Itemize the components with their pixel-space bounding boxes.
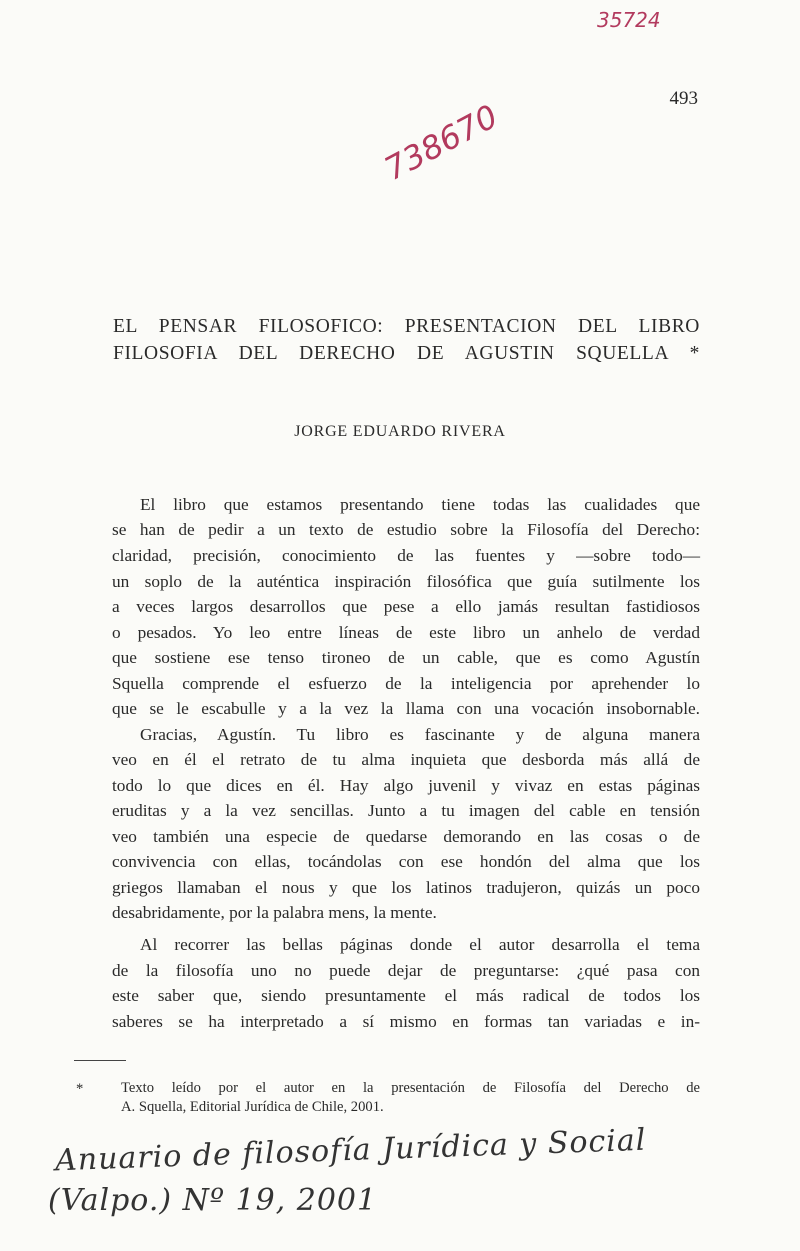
handwritten-catalog-number: 35724 bbox=[597, 8, 661, 32]
text-line: Squella comprende el esfuerzo de la inteligencia por aprehender lo bbox=[112, 674, 700, 693]
article-title-line-2: FILOSOFIA DEL DERECHO DE AGUSTIN SQUELLA * bbox=[113, 343, 700, 364]
article-title-line-1: EL PENSAR FILOSOFICO: PRESENTACION DEL LIBRO bbox=[113, 316, 700, 337]
text-line: a veces largos desarrollos que pese a ello jamás resultan fastidiosos bbox=[112, 597, 700, 616]
text-line: veo también una especie de quedarse demorando en las cosas o de bbox=[112, 827, 700, 846]
text-line: que se le escabulle y a la vez la llama con una vocación insobornable. bbox=[112, 699, 700, 718]
text-line: este saber que, siendo presuntamente el más radical de todos los bbox=[112, 986, 700, 1005]
text-line: desabridamente, por la palabra mens, la mente. bbox=[112, 903, 437, 922]
text-line: se han de pedir a un texto de estudio sobre la Filosofía del Derecho: bbox=[112, 520, 700, 539]
text-line: o pesados. Yo leo entre líneas de este libro un anhelo de verdad bbox=[112, 623, 700, 642]
text-line: todo lo que dices en él. Hay algo juvenil y vivaz en estas páginas bbox=[112, 776, 700, 795]
text-line: de la filosofía uno no puede dejar de preguntarse: ¿qué pasa con bbox=[112, 961, 700, 980]
footnote-line-1: Texto leído por el autor en la presentación de Filosofía del Derecho de bbox=[121, 1080, 700, 1096]
text-line: Al recorrer las bellas páginas donde el autor desarrolla el tema bbox=[140, 935, 700, 954]
handwritten-journal-issue: (Valpo.) Nº 19, 2001 bbox=[48, 1183, 378, 1218]
handwritten-red-number: 738670 bbox=[378, 97, 504, 188]
text-line: saberes se ha interpretado a sí mismo en formas tan variadas e in- bbox=[112, 1012, 700, 1031]
text-line: eruditas y a la vez sencillas. Junto a tu imagen del cable en tensión bbox=[112, 801, 700, 820]
handwritten-journal-name: Anuario de filosofía Jurídica y Social bbox=[54, 1122, 647, 1179]
text-line: claridad, precisión, conocimiento de las fuentes y —sobre todo— bbox=[112, 546, 700, 565]
text-line: que sostiene ese tenso tironeo de un cable, que es como Agustín bbox=[112, 648, 700, 667]
author-name: JORGE EDUARDO RIVERA bbox=[294, 423, 506, 440]
text-line: El libro que estamos presentando tiene todas las cualidades que bbox=[140, 495, 700, 514]
page-number: 493 bbox=[669, 88, 698, 109]
footnote-divider bbox=[74, 1060, 126, 1061]
footnote-marker: * bbox=[76, 1081, 84, 1097]
footnote-line-2: A. Squella, Editorial Jurídica de Chile, 2001. bbox=[121, 1099, 384, 1115]
text-line: un soplo de la auténtica inspiración filosófica que guía sutilmente los bbox=[112, 572, 700, 591]
text-line: veo en él el retrato de tu alma inquieta que desborda más allá de bbox=[112, 750, 700, 769]
text-line: convivencia con ellas, tocándolas con ese hondón del alma que los bbox=[112, 852, 700, 871]
text-line: griegos llamaban el nous y que los latinos tradujeron, quizás un poco bbox=[112, 878, 700, 897]
text-line: Gracias, Agustín. Tu libro es fascinante y de alguna manera bbox=[140, 725, 700, 744]
